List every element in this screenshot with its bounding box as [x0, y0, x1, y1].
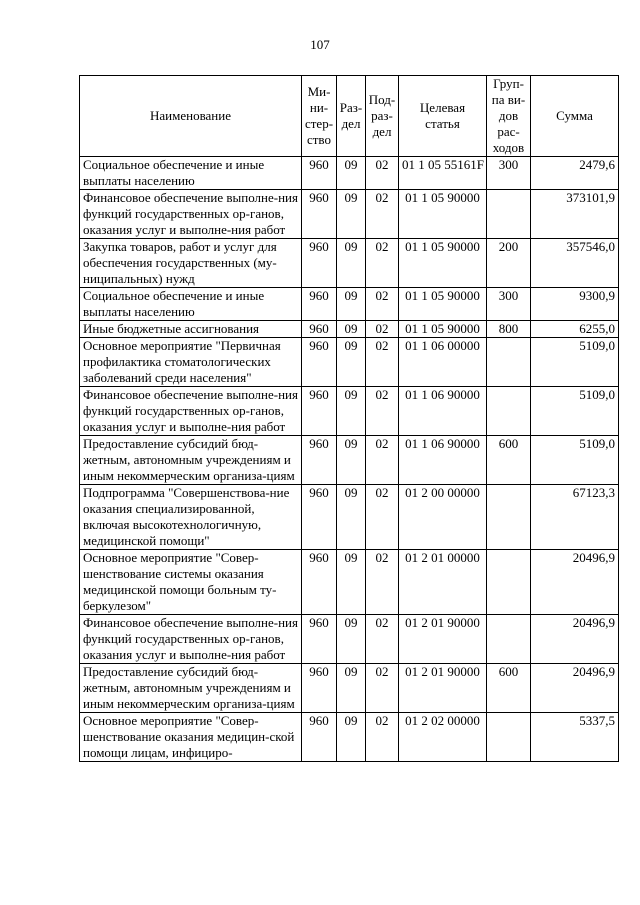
- row-subsection: 02: [366, 664, 399, 713]
- row-sum: 67123,3: [531, 485, 619, 550]
- row-subsection: 02: [366, 157, 399, 190]
- row-subsection: 02: [366, 338, 399, 387]
- table-row: [80, 615, 619, 664]
- table-row: [80, 387, 619, 436]
- row-sum: 5109,0: [531, 338, 619, 387]
- row-sum: 20496,9: [531, 664, 619, 713]
- row-target-article: 01 1 05 55161F: [399, 157, 487, 190]
- row-target-article: 01 2 00 00000: [399, 485, 487, 550]
- row-expense-group: [487, 550, 531, 615]
- row-expense-group: [487, 713, 531, 762]
- row-target-article: 01 1 05 90000: [399, 288, 487, 321]
- row-subsection: 02: [366, 387, 399, 436]
- row-section: 09: [337, 338, 366, 387]
- row-subsection: 02: [366, 713, 399, 762]
- header-ministry: Ми- ни- стер- ство: [302, 76, 337, 157]
- row-ministry: 960: [302, 615, 337, 664]
- row-target-article: 01 2 01 00000: [399, 550, 487, 615]
- row-section: 09: [337, 239, 366, 288]
- table-row: [80, 338, 619, 387]
- row-sum: 6255,0: [531, 321, 619, 338]
- table-row: [80, 190, 619, 239]
- row-sum: 5109,0: [531, 387, 619, 436]
- table-row: [80, 550, 619, 615]
- row-sum: 9300,9: [531, 288, 619, 321]
- row-sum: 20496,9: [531, 550, 619, 615]
- table-body: [80, 157, 619, 762]
- header-name: Наименование: [80, 76, 302, 157]
- header-target-article: Целевая статья: [399, 76, 487, 157]
- row-section: 09: [337, 157, 366, 190]
- row-expense-group: 800: [487, 321, 531, 338]
- row-name: Финансовое обеспечение выполне-ния функций государственных ор-ганов, оказания услуг и выполне-ния работ: [80, 387, 302, 436]
- row-target-article: 01 1 06 00000: [399, 338, 487, 387]
- row-target-article: 01 1 06 90000: [399, 387, 487, 436]
- table-row: [80, 713, 619, 762]
- row-expense-group: 300: [487, 157, 531, 190]
- header-sum: Сумма: [531, 76, 619, 157]
- table-row: [80, 485, 619, 550]
- table-row: [80, 664, 619, 713]
- row-sum: 5109,0: [531, 436, 619, 485]
- table-row: [80, 288, 619, 321]
- table-row: [80, 157, 619, 190]
- row-expense-group: 200: [487, 239, 531, 288]
- row-expense-group: 300: [487, 288, 531, 321]
- row-name: Основное мероприятие "Совер-шенствование оказания медицин-ской помощи лицам, инфициро-: [80, 713, 302, 762]
- row-name: Подпрограмма "Совершенствова-ние оказания специализированной, включая высокотехнологичную, медицинской помощи": [80, 485, 302, 550]
- row-subsection: 02: [366, 321, 399, 338]
- row-section: 09: [337, 485, 366, 550]
- row-name: Предоставление субсидий бюд-жетным, автономным учреждениям и иным некоммерческим организа-циям: [80, 436, 302, 485]
- budget-table: [79, 75, 619, 762]
- row-section: 09: [337, 550, 366, 615]
- table-row: [80, 436, 619, 485]
- row-section: 09: [337, 713, 366, 762]
- row-ministry: 960: [302, 550, 337, 615]
- row-subsection: 02: [366, 550, 399, 615]
- row-ministry: 960: [302, 485, 337, 550]
- row-subsection: 02: [366, 615, 399, 664]
- row-target-article: 01 2 02 00000: [399, 713, 487, 762]
- row-name: Финансовое обеспечение выполне-ния функций государственных ор-ганов, оказания услуг и выполне-ния работ: [80, 615, 302, 664]
- header-section: Раз- дел: [337, 76, 366, 157]
- row-section: 09: [337, 288, 366, 321]
- table-header: [80, 76, 619, 157]
- row-expense-group: [487, 387, 531, 436]
- row-ministry: 960: [302, 338, 337, 387]
- row-expense-group: 600: [487, 436, 531, 485]
- row-target-article: 01 1 05 90000: [399, 321, 487, 338]
- row-section: 09: [337, 321, 366, 338]
- row-subsection: 02: [366, 190, 399, 239]
- row-ministry: 960: [302, 288, 337, 321]
- row-expense-group: [487, 615, 531, 664]
- header-expense-group: Груп- па ви- дов рас- ходов: [487, 76, 531, 157]
- row-sum: 2479,6: [531, 157, 619, 190]
- row-ministry: 960: [302, 436, 337, 485]
- row-section: 09: [337, 664, 366, 713]
- row-sum: 357546,0: [531, 239, 619, 288]
- row-expense-group: [487, 338, 531, 387]
- row-ministry: 960: [302, 239, 337, 288]
- row-subsection: 02: [366, 485, 399, 550]
- row-subsection: 02: [366, 288, 399, 321]
- row-ministry: 960: [302, 157, 337, 190]
- row-expense-group: [487, 190, 531, 239]
- row-expense-group: 600: [487, 664, 531, 713]
- page-number: 107: [310, 37, 330, 52]
- row-ministry: 960: [302, 190, 337, 239]
- row-target-article: 01 1 06 90000: [399, 436, 487, 485]
- row-target-article: 01 2 01 90000: [399, 664, 487, 713]
- row-name: Финансовое обеспечение выполне-ния функций государственных ор-ганов, оказания услуг и выполне-ния работ: [80, 190, 302, 239]
- row-name: Иные бюджетные ассигнования: [80, 321, 302, 338]
- row-sum: 5337,5: [531, 713, 619, 762]
- row-target-article: 01 2 01 90000: [399, 615, 487, 664]
- row-subsection: 02: [366, 239, 399, 288]
- row-expense-group: [487, 485, 531, 550]
- row-sum: 373101,9: [531, 190, 619, 239]
- row-section: 09: [337, 387, 366, 436]
- row-name: Социальное обеспечение и иные выплаты населению: [80, 288, 302, 321]
- row-ministry: 960: [302, 387, 337, 436]
- row-ministry: 960: [302, 713, 337, 762]
- row-section: 09: [337, 615, 366, 664]
- row-ministry: 960: [302, 321, 337, 338]
- row-name: Закупка товаров, работ и услуг для обеспечения государственных (му-ниципальных) нужд: [80, 239, 302, 288]
- row-section: 09: [337, 436, 366, 485]
- table-row: [80, 239, 619, 288]
- row-name: Основное мероприятие "Первичная профилактика стоматологических заболеваний среди населения": [80, 338, 302, 387]
- row-name: Социальное обеспечение и иные выплаты населению: [80, 157, 302, 190]
- row-name: Предоставление субсидий бюд-жетным, автономным учреждениям и иным некоммерческим организа-циям: [80, 664, 302, 713]
- row-target-article: 01 1 05 90000: [399, 190, 487, 239]
- row-subsection: 02: [366, 436, 399, 485]
- header-subsection: Под- раз- дел: [366, 76, 399, 157]
- row-name: Основное мероприятие "Совер-шенствование системы оказания медицинской помощи больным ту-беркулезом": [80, 550, 302, 615]
- row-section: 09: [337, 190, 366, 239]
- table-row: [80, 321, 619, 338]
- row-target-article: 01 1 05 90000: [399, 239, 487, 288]
- row-ministry: 960: [302, 664, 337, 713]
- row-sum: 20496,9: [531, 615, 619, 664]
